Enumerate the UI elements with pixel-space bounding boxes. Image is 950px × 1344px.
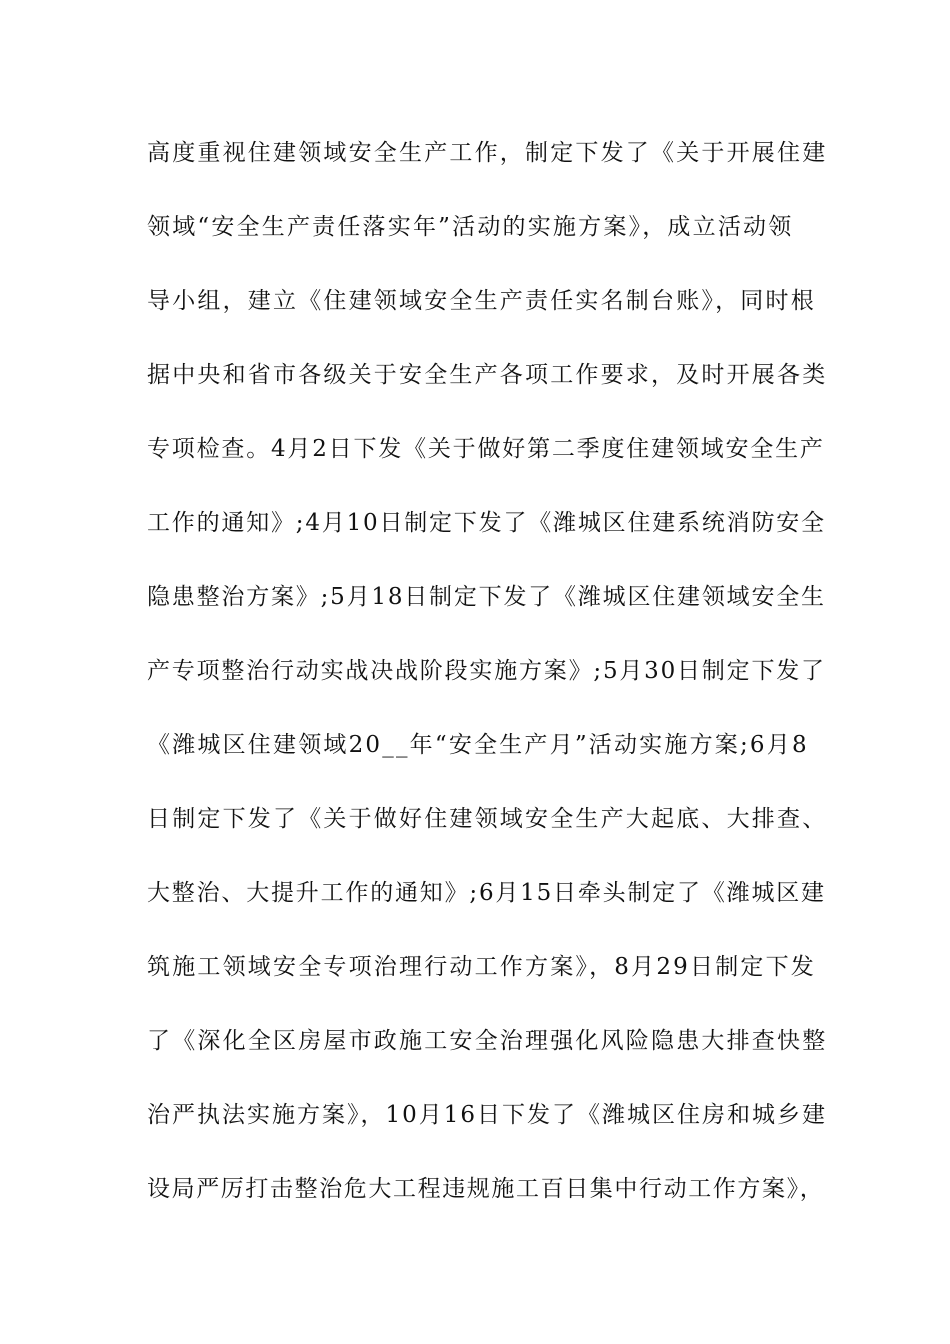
text-line: 专项检查。4月2日下发《关于做好第二季度住建领域安全生产	[147, 436, 825, 462]
text-line: 治严执法实施方案》，10月16日下发了《潍城区住房和城乡建	[147, 1102, 828, 1128]
text-line: 大整治、大提升工作的通知》;6月15日牵头制定了《潍城区建	[147, 880, 826, 906]
text-line: 隐患整治方案》;5月18日制定下发了《潍城区住建领域安全生	[147, 584, 826, 610]
text-line: 导小组，建立《住建领域安全生产责任实名制台账》，同时根	[147, 288, 816, 314]
text-line: 据中央和省市各级关于安全生产各项工作要求，及时开展各类	[147, 362, 828, 388]
text-line: 设局严厉打击整治危大工程违规施工百日集中行动工作方案》，	[147, 1176, 825, 1202]
text-line: 产专项整治行动实战决战阶段实施方案》;5月30日制定下发了	[147, 658, 826, 684]
text-line: 筑施工领域安全专项治理行动工作方案》，8月29日制定下发	[147, 954, 816, 980]
text-line: 日制定下发了《关于做好住建领域安全生产大起底、大排查、	[147, 806, 828, 832]
text-line: 工作的通知》;4月10日制定下发了《潍城区住建系统消防安全	[147, 510, 826, 536]
text-line: 《潍城区住建领域20__年“安全生产月”活动实施方案;6月8	[147, 732, 809, 758]
text-line: 领域“安全生产责任落实年”活动的实施方案》，成立活动领	[147, 214, 794, 240]
text-line: 高度重视住建领域安全生产工作，制定下发了《关于开展住建	[147, 140, 828, 166]
text-line: 了《深化全区房屋市政施工安全治理强化风险隐患大排查快整	[147, 1028, 828, 1054]
